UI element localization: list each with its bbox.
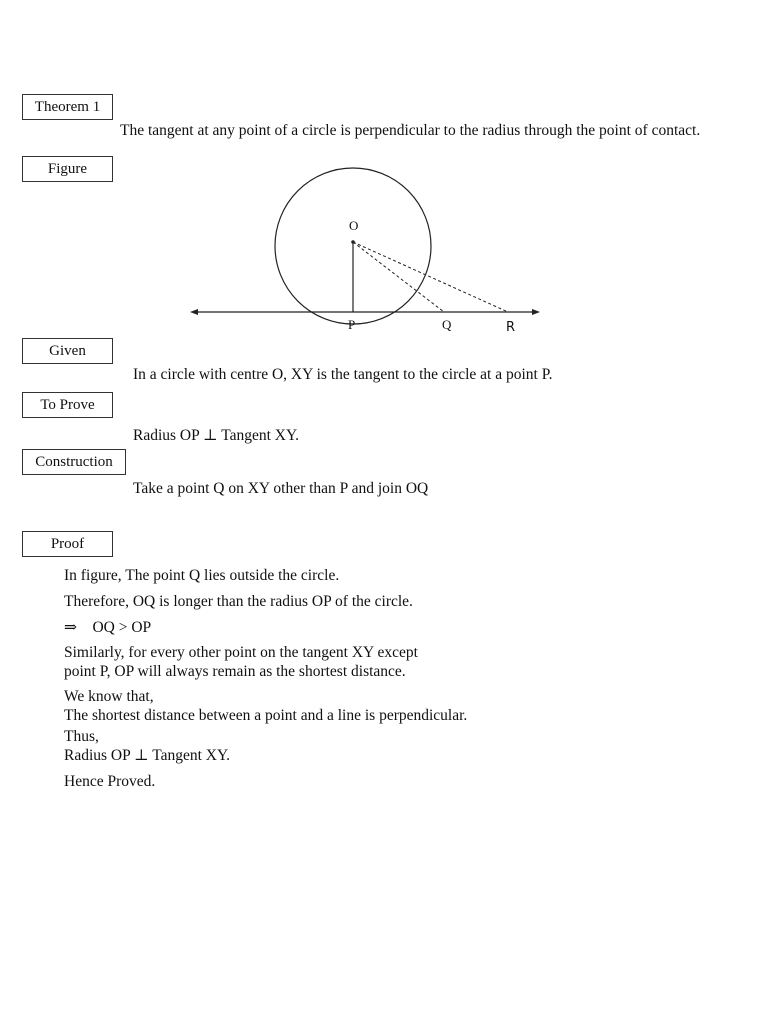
construction-label: Construction (22, 449, 126, 475)
to-prove-label: To Prove (22, 392, 113, 418)
proof-line-9: Radius OP ⊥ Tangent XY. (64, 747, 231, 764)
label-o: O (349, 218, 359, 233)
center-point-o (351, 240, 355, 244)
proof-line-1: In figure, The point Q lies outside the circle. (64, 567, 340, 584)
tangent-arrow-left (190, 309, 198, 315)
construction-statement: Take a point Q on XY other than P and join OQ (133, 480, 429, 497)
proof-line-7: The shortest distance between a point and a line is perpendicular. (64, 707, 468, 724)
proof-label: Proof (22, 531, 113, 557)
proof-line-4: Similarly, for every other point on the tangent XY except (64, 644, 418, 661)
theorem-label: Theorem 1 (22, 94, 113, 120)
proof-line-8: Thus, (64, 728, 99, 745)
proof-line-10: Hence Proved. (64, 773, 156, 790)
tangent-figure (180, 160, 550, 340)
proof-line-5: point P, OP will always remain as the shortest distance. (64, 663, 406, 680)
proof-line-6: We know that, (64, 688, 154, 705)
given-statement: In a circle with centre O, XY is the tangent to the circle at a point P. (133, 366, 553, 383)
label-p: P (348, 317, 356, 332)
label-r: R (506, 320, 516, 335)
tangent-arrow-right (532, 309, 540, 315)
proof-line-3: ⇒ OQ > OP (64, 619, 152, 636)
theorem-statement: The tangent at any point of a circle is perpendicular to the radius through the point of contact. (120, 122, 701, 139)
given-label: Given (22, 338, 113, 364)
to-prove-statement: Radius OP ⊥ Tangent XY. (133, 427, 300, 444)
label-q: Q (442, 317, 452, 332)
figure-label: Figure (22, 156, 113, 182)
proof-line-2: Therefore, OQ is longer than the radius OP of the circle. (64, 593, 413, 610)
